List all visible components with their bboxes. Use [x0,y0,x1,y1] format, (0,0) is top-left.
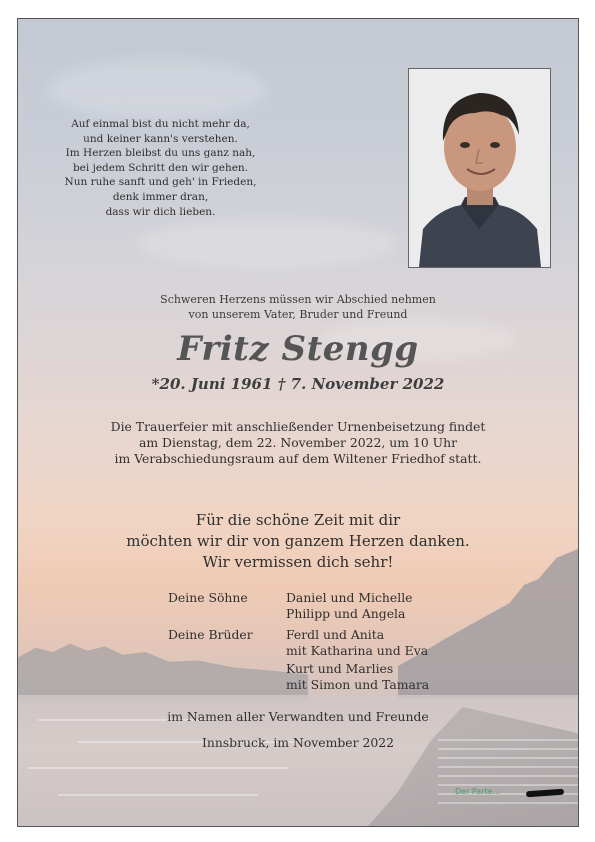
family-name-line: Philipp und Angela [286,605,406,621]
family-name-line: mit Katharina und Eva [286,642,429,658]
ceremony-line: am Dienstag, dem 22. November 2022, um 10 Uhr [138,435,458,450]
brothers-label: Deine Brüder [168,627,253,642]
life-dates: *20. Juni 1961 † 7. November 2022 [151,375,445,393]
portrait-photo [408,68,551,268]
poem-line: denk immer dran, [112,190,209,203]
family-name-line: mit Simon und Tamara [286,676,430,692]
poem-line: und keiner kann's verstehen. [83,132,238,145]
obituary-card [17,18,579,827]
brand-logo: Der Parte... [455,787,501,796]
thanks-line: Für die schöne Zeit mit dir [195,511,401,529]
intro-line: von unserem Vater, Bruder und Freund [188,308,408,321]
ceremony-info [18,419,578,467]
sons-label: Deine Söhne [168,590,248,605]
closing-line: im Namen aller Verwandten und Freunde [167,709,429,724]
intro-line: Schweren Herzens müssen wir Abschied nehmen [160,293,436,306]
poem-line: Im Herzen bleibst du uns ganz nah, [65,147,256,160]
cloud [138,219,398,269]
family-name-line: Daniel und Michelle [286,590,413,605]
ceremony-line: im Verabschiedungsraum auf dem Wiltener Friedhof statt. [114,451,482,466]
poem-line: Nun ruhe sanft und geh' in Frieden, [64,176,257,189]
intro-text [18,292,578,322]
thanks-text [18,510,578,573]
ceremony-line: Die Trauerfeier mit anschließender Urnenbeisetzung findet [110,419,486,434]
water-ripple [58,794,258,796]
thanks-line: Wir vermissen dich sehr! [202,553,394,571]
poem-line: dass wir dich lieben. [105,205,216,218]
poem-line: bei jedem Schritt den wir gehen. [72,161,249,174]
family-name-line: Ferdl und Anita [286,627,385,642]
place-date: Innsbruck, im November 2022 [201,735,395,750]
thanks-line: möchten wir dir von ganzem Herzen danken. [126,532,470,550]
brothers-names [286,627,429,692]
water-ripple [28,767,288,769]
cloud [48,59,268,119]
sons-names [286,590,413,621]
family-name-line: Kurt und Marlies [286,661,394,676]
treeline-left [18,631,308,701]
poem [58,117,263,219]
deceased-name: Fritz Stengg [177,329,419,369]
poem-line: Auf einmal bist du nicht mehr da, [71,118,250,130]
